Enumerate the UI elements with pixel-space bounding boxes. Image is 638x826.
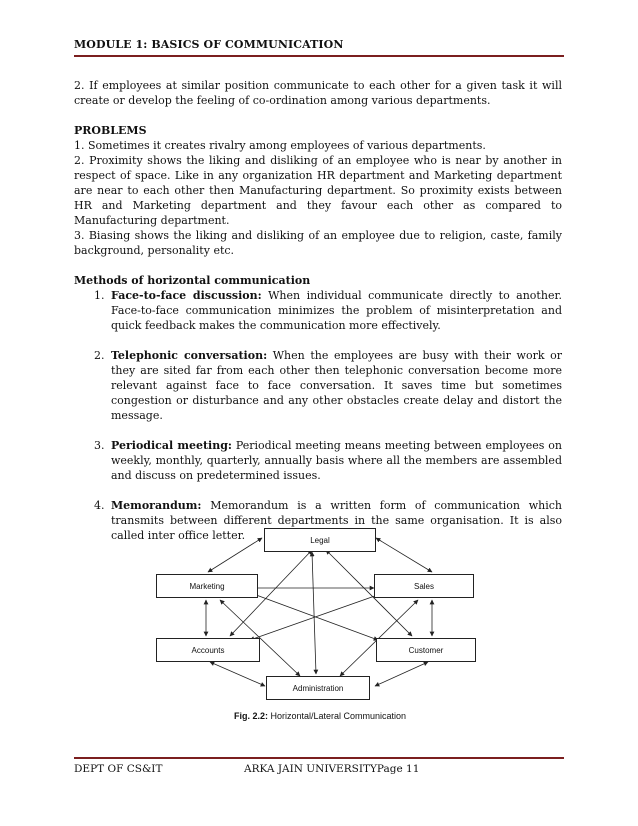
method-number: 4. [94,499,105,512]
method-term: Face-to-face discussion: [111,289,262,302]
node-accounts: Accounts [156,638,260,662]
page-header: MODULE 1: BASICS OF COMMUNICATION [74,38,344,51]
method-term: Memorandum: [111,499,202,512]
intro-point-2: 2. If employees at similar position communicate to each other for a given task it will create or develop the feeling of co-ordination among various departments. [74,79,562,107]
problem-item: 1. Sometimes it creates rivalry among employees of various departments. [74,139,486,152]
method-text: When individual communicate directly to another. Face-to-face communication minimizes the problem of misinterpretation and quick feedback makes the communication more effectively. [111,289,562,332]
method-term: Periodical meeting: [111,439,232,452]
problem-item: 3. Biasing shows the liking and disliking of an employee due to religion, caste, family background, personality etc. [74,229,562,257]
figure-caption [150,711,490,721]
figure-title: Horizontal/Lateral Communication [267,711,407,721]
footer-university [244,763,419,775]
methods-heading: Methods of horizontal communication [74,274,311,287]
method-number: 3. [94,439,105,452]
method-number: 2. [94,349,105,362]
header-rule [74,55,564,57]
methods-list [74,288,562,543]
method-text: When the employees are busy with their work or they are sited far from each other then telephonic conversation become more relevant against face to face conversation. It saves time but sometimes congestion or disturbance and any other obstacles create delay and distort the message. [111,349,562,422]
method-item [74,348,562,423]
page-body [74,78,562,543]
method-text: Memorandum is a written form of communication which transmits between different departments in the same organisation. It is also called inter office letter. [111,499,562,542]
communication-diagram [150,526,490,726]
footer-page-number: Page 11 [376,763,420,775]
method-number: 1. [94,289,105,302]
node-administration: Administration [266,676,370,700]
method-term: Telephonic conversation: [111,349,268,362]
method-item [74,288,562,333]
figure-label: Fig. 2.2: [233,711,268,721]
footer-dept: DEPT OF CS&IT [74,763,163,775]
method-text: Periodical meeting means meeting between employees on weekly, monthly, quarterly, annually basis where all the members are assembled and discuss on predetermined issues. [111,439,563,482]
node-customer: Customer [376,638,476,662]
problem-item: 2. Proximity shows the liking and disliking of an employee who is near by another in respect of space. Like in any organization HR department and Marketing department are near to each other then Manufacturing department. So proximity exists between HR and Marketing department and they favour each other as compared to Manufacturing department. [74,154,562,227]
method-item [74,438,562,483]
footer-university-name: ARKA JAIN UNIVERSITY [244,763,377,775]
footer-rule [74,757,564,759]
problems-heading: PROBLEMS [74,124,147,137]
node-marketing: Marketing [156,574,258,598]
node-sales: Sales [374,574,474,598]
node-legal: Legal [264,528,376,552]
